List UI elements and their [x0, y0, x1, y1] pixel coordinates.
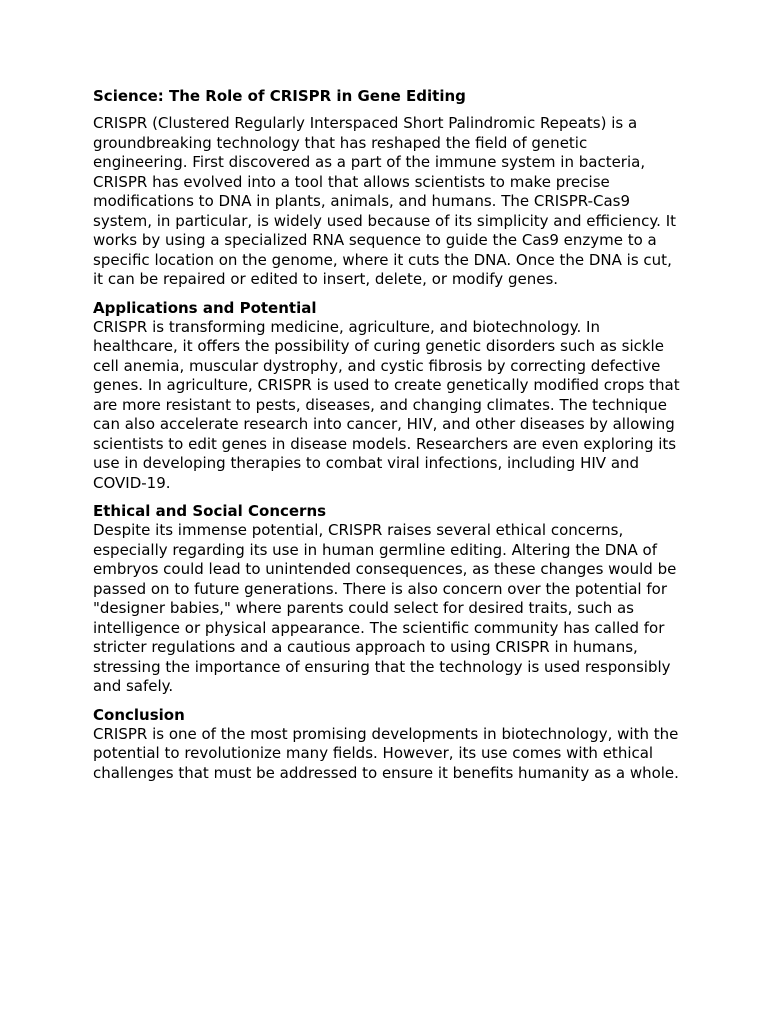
document-page	[93, 86, 683, 791]
section-body: CRISPR is one of the most promising developments in biotechnology, with the potential to revolutionize many fields. However, its use comes with ethical challenges that must be addressed to ensure it benefits humanity as a whole.	[93, 724, 679, 782]
document-title: Science: The Role of CRISPR in Gene Editing	[93, 87, 466, 105]
section-body: Despite its immense potential, CRISPR raises several ethical concerns, especially regarding its use in human germline editing. Altering the DNA of embryos could lead to unintended consequences, as these changes would be passed on to future generations. There is also concern over the potential for "designer babies," where parents could select for desired traits, such as intelligence or physical appearance. The scientific community has called for stricter regulations and a cautious approach to using CRISPR in humans, stressing the importance of ensuring that the technology is used responsibly and safely.	[93, 521, 677, 695]
section-heading: Conclusion	[93, 705, 185, 724]
section-heading: Applications and Potential	[93, 298, 317, 317]
section-ethics	[93, 501, 683, 697]
intro-paragraph: CRISPR (Clustered Regularly Interspaced Short Palindromic Repeats) is a groundbreaking technology that has reshaped the field of genetic engineering. First discovered as a part of the immune system in bacteria, CRISPR has evolved into a tool that allows scientists to make precise modifications to DNA in plants, animals, and humans. The CRISPR-Cas9 system, in particular, is widely used because of its simplicity and efficiency. It works by using a specialized RNA sequence to guide the Cas9 enzyme to a specific location on the genome, where it cuts the DNA. Once the DNA is cut, it can be repaired or edited to insert, delete, or modify genes.	[93, 114, 676, 288]
section-conclusion	[93, 705, 683, 784]
section-heading: Ethical and Social Concerns	[93, 502, 327, 520]
section-applications	[93, 298, 683, 494]
section-body: CRISPR is transforming medicine, agriculture, and biotechnology. In healthcare, it offers the possibility of curing genetic disorders such as sickle cell anemia, muscular dystrophy, and cystic fibrosis by correcting defective genes. In agriculture, CRISPR is used to create genetically modified crops that are more resistant to pests, diseases, and changing climates. The technique can also accelerate research into cancer, HIV, and other diseases by allowing scientists to edit genes in disease models. Researchers are even exploring its use in developing therapies to combat viral infections, including HIV and COVID-19.	[93, 317, 680, 492]
